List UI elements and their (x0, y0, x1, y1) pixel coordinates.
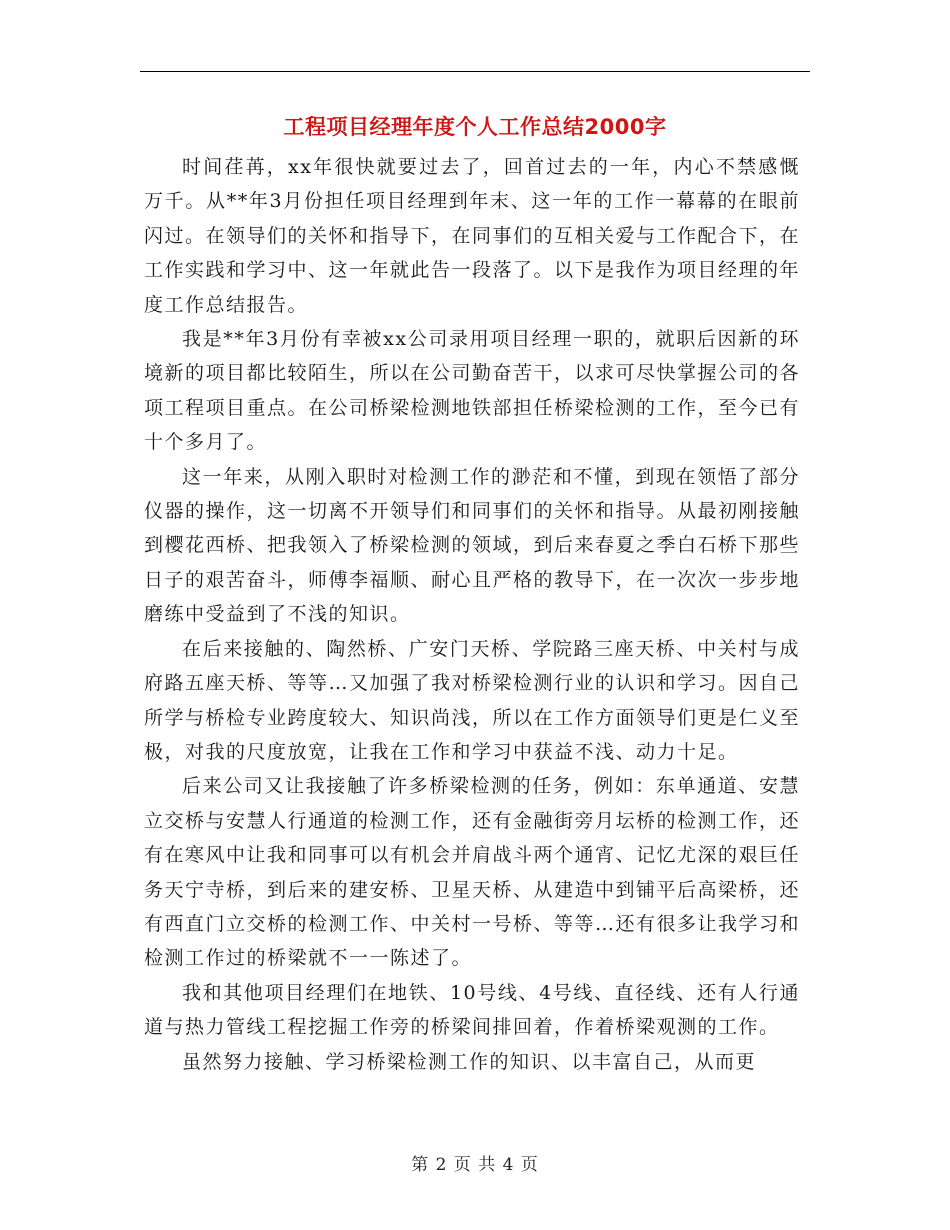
page-number-footer: 第 2 页 共 4 页 (411, 1155, 539, 1175)
paragraph: 时间荏苒，xx年很快就要过去了，回首过去的一年，内心不禁感慨万千。从**年3月份担任项目经理到年末、这一年的工作一幕幕的在眼前闪过。在领导们的关怀和指导下，在同事们的互相关爱与工作配合下，在工作实践和学习中、这一年就此告一段落了。以下是我作为项目经理的年度工作总结报告。 (144, 156, 801, 316)
paragraph: 虽然努力接触、学习桥梁检测工作的知识、以丰富自己，从而更 (182, 1050, 757, 1073)
paragraph: 我是**年3月份有幸被xx公司录用项目经理一职的，就职后因新的环境新的项目都比较陌生，所以在公司勤奋苦干，以求可尽快掌握公司的各项工程项目重点。在公司桥梁检测地铁部担任桥梁检测的工作，至今已有十个多月了。 (144, 328, 801, 454)
document-body (144, 150, 800, 1079)
document-title: 工程项目经理年度个人工作总结2000字 (283, 115, 667, 139)
paragraph: 这一年来，从刚入职时对检测工作的渺茫和不懂，到现在领悟了部分仪器的操作，这一切离不开领导们和同事们的关怀和指导。从最初刚接触到樱花西桥、把我领入了桥梁检测的领域，到后来春夏之季白石桥下那些日子的艰苦奋斗，师傅李福顺、耐心且严格的教导下，在一次次一步步地磨练中受益到了不浅的知识。 (144, 465, 801, 626)
paragraph: 在后来接触的、陶然桥、广安门天桥、学院路三座天桥、中关村与成府路五座天桥、等等…又加强了我对桥梁检测行业的认识和学习。因自己所学与桥检专业跨度较大、知识尚浅，所以在工作方面领导们更是仁义至极，对我的尺度放宽，让我在工作和学习中获益不浅、动力十足。 (144, 637, 801, 763)
paragraph: 我和其他项目经理们在地铁、10号线、4号线、直径线、还有人行通道与热力管线工程挖掘工作旁的桥梁间排回着，作着桥梁观测的工作。 (144, 981, 800, 1039)
header-rule (140, 71, 810, 72)
paragraph: 后来公司又让我接触了许多桥梁检测的任务，例如：东单通道、安慧立交桥与安慧人行通道的检测工作，还有金融街旁月坛桥的检测工作，还有在寒风中让我和同事可以有机会并肩战斗两个通宵、记忆尤深的艰巨任务天宁寺桥，到后来的建安桥、卫星天桥、从建造中到铺平后高梁桥，还有西直门立交桥的检测工作、中关村一号桥、等等…还有很多让我学习和检测工作过的桥梁就不一一陈述了。 (144, 775, 801, 970)
